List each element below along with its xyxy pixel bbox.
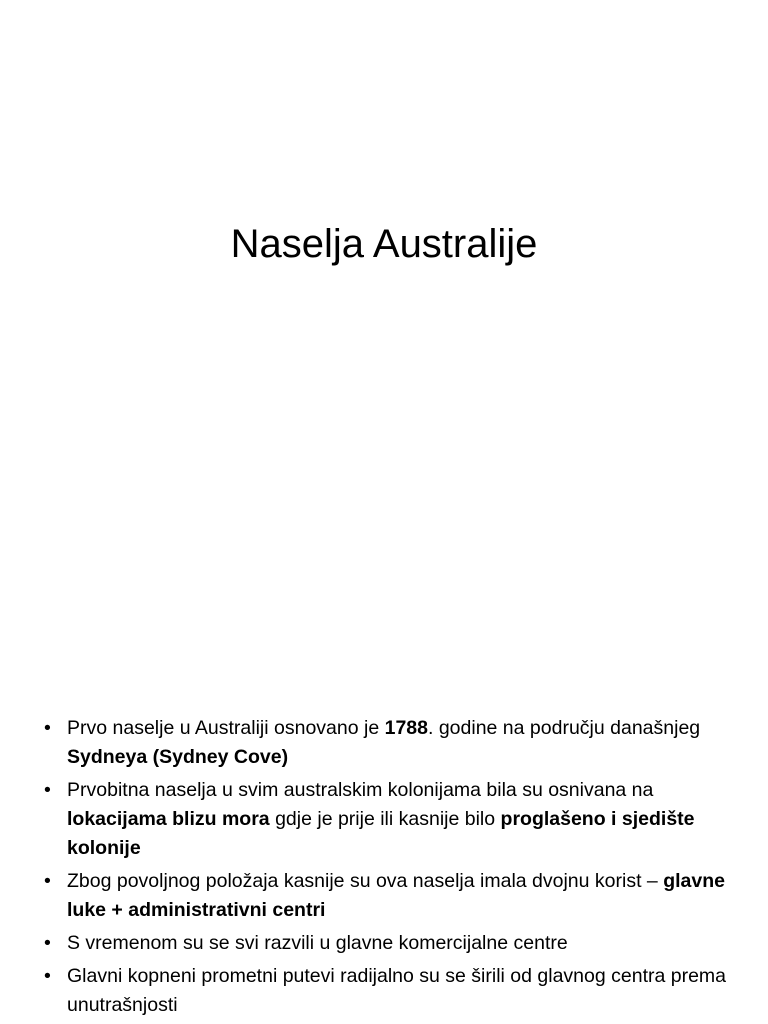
bullet-icon: • xyxy=(44,870,51,892)
bullet-text: Prvobitna naselja u svim australskim kolonijama bila su osnivana na xyxy=(67,779,654,801)
bullet-emphasis: glavne luke + administrativni centri xyxy=(67,870,725,921)
bullet-item xyxy=(44,776,744,863)
bullet-text: Glavni kopneni prometni putevi radijalno su se širili od glavnog centra prema unutrašnjosti xyxy=(67,965,727,1016)
bullet-item xyxy=(44,962,744,1020)
bullet-icon: • xyxy=(44,965,51,987)
bullet-emphasis: proglašeno i sjedište kolonije xyxy=(67,808,695,859)
bullet-item xyxy=(44,867,744,925)
bullet-icon: • xyxy=(44,779,51,801)
bullet-text: S vremenom su se svi razvili u glavne komercijalne centre xyxy=(67,932,568,954)
bullet-item xyxy=(44,929,744,958)
bullet-text: Zbog povoljnog položaja kasnije su ova naselja imala dvojnu korist – xyxy=(67,870,664,892)
bullet-item xyxy=(44,714,744,772)
bullet-text: . godine na području današnjeg xyxy=(428,717,701,739)
bullet-emphasis: lokacijama blizu mora xyxy=(67,808,270,830)
bullet-text: gdje je prije ili kasnije bilo xyxy=(269,808,501,830)
bullet-text: Prvo naselje u Australiji osnovano je xyxy=(67,717,385,739)
bullet-list xyxy=(44,714,744,1024)
bullet-emphasis: Sydneya (Sydney Cove) xyxy=(67,746,289,768)
bullet-icon: • xyxy=(44,717,51,739)
bullet-emphasis: 1788 xyxy=(384,717,428,739)
bullet-icon: • xyxy=(44,932,51,954)
slide-title: Naselja Australije xyxy=(230,222,538,266)
